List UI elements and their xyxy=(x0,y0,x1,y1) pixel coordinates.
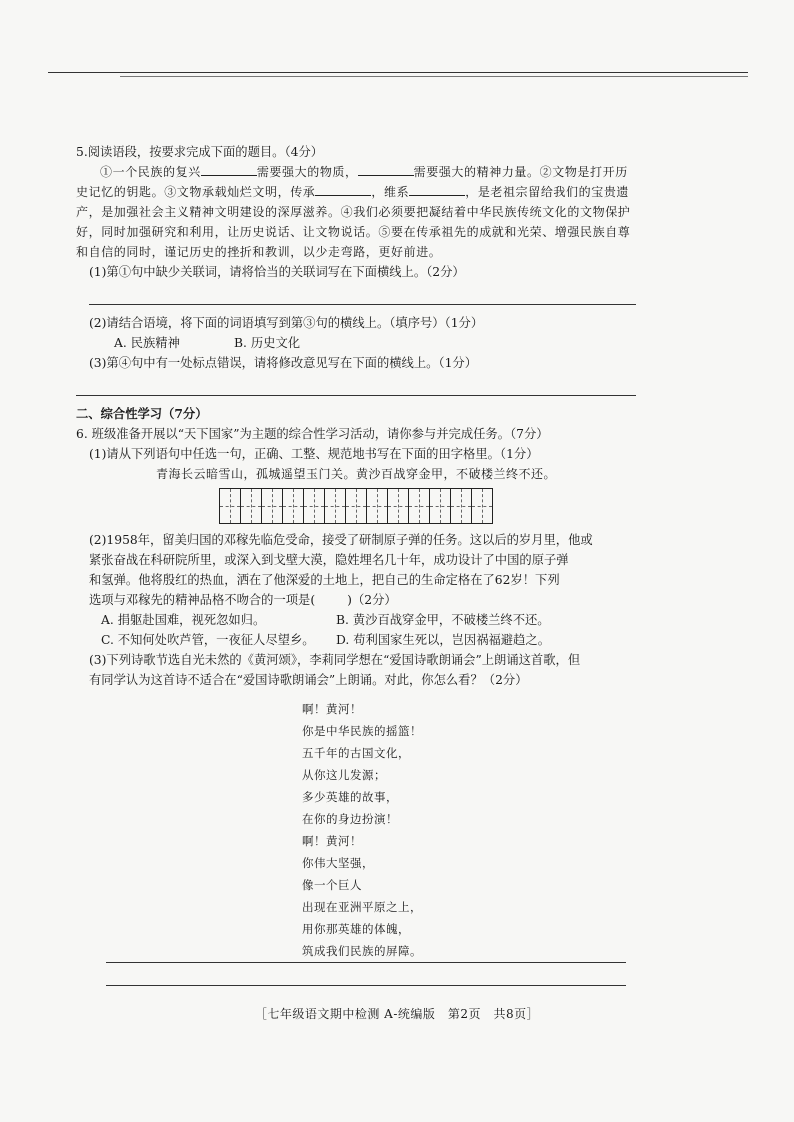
question-6-sub2-line2: 紧张奋战在科研院所里，或深入到戈壁大漠，隐姓埋名几十年，成功设计了中国的原子弹 xyxy=(89,553,569,567)
grid-cell[interactable] xyxy=(430,489,451,523)
question-5-sub1: (1)第①句中缺少关联词，请将恰当的关联词写在下面横线上。（2分） xyxy=(89,265,465,279)
poem xyxy=(302,698,636,962)
grid-cell[interactable] xyxy=(346,489,367,523)
header-rule-secondary xyxy=(120,76,748,77)
question-5-options xyxy=(76,333,636,353)
grid-cell[interactable] xyxy=(241,489,262,523)
passage-text: ， xyxy=(345,165,358,179)
poem-line: 筑成我们民族的屏障。 xyxy=(302,944,422,958)
option-b: B. 黄沙百战穿金甲，不破楼兰终不还。 xyxy=(336,613,550,627)
answer-line-6-3b[interactable] xyxy=(106,985,626,986)
option-c: C. 不知何处吹芦管，一夜征人尽望乡。 xyxy=(101,633,315,647)
question-6-options-row1 xyxy=(76,610,636,630)
grid-cell[interactable] xyxy=(472,489,492,523)
tianzige-grid[interactable] xyxy=(219,488,493,524)
question-6-sub3-line1: (3)下列诗歌节选自光未然的《黄河颂》，李莉同学想在“爱国诗歌朗诵会”上朗诵这首歌，但 xyxy=(89,653,581,667)
poem-line: 你是中华民族的摇篮！ xyxy=(302,724,422,738)
option-a: A. 捐躯赴国难，视死忽如归。 xyxy=(101,613,266,627)
passage-text: ，是老祖宗留给我们的宝贵遗产，是加强社会主义精神文明建设的深厚滋养。④我们必须要把凝结着中华民族传统文化的文物保护好，同时加强研究和利用，让历史说话、让文物说话。⑤要在传承祖先的成就和光荣、增强民族自尊和自信的同时，谨记历史的挫折和教训，以少走弯路，更好前进。 xyxy=(76,185,631,259)
poem-line: 你伟大坚强， xyxy=(302,856,374,870)
question-5-title: 5.阅读语段，按要求完成下面的题目。（4分） xyxy=(76,145,324,159)
grid-cell[interactable] xyxy=(220,489,241,523)
blank-4[interactable] xyxy=(409,183,465,196)
tianzige-grid-wrap xyxy=(76,488,636,524)
poem-line: 多少英雄的故事， xyxy=(302,790,398,804)
poem-line: 出现在亚洲平原之上， xyxy=(302,900,422,914)
question-6-sub2-line3: 和氢弹。他将殷红的热血，洒在了他深爱的土地上，把自己的生命定格在了62岁！下列 xyxy=(89,573,560,587)
option-b: B. 历史文化 xyxy=(234,336,301,350)
page-footer: ［七年级语文期中检测 A-统编版 第2页 共8页］ xyxy=(254,1007,540,1021)
question-6-sub2-line1: (2)1958年，留美归国的邓稼先临危受命，接受了研制原子弹的任务。这以后的岁月里，他或 xyxy=(89,533,593,547)
blank-1[interactable] xyxy=(201,163,257,176)
blank-2[interactable] xyxy=(358,163,414,176)
header-rule xyxy=(48,72,748,73)
answer-line-5-3[interactable] xyxy=(76,373,636,396)
passage-text: 需要强大的物质 xyxy=(256,165,346,179)
poem-line: 五千年的古国文化， xyxy=(302,746,410,760)
exam-content xyxy=(76,142,636,962)
poem-line: 在你的身边扮演！ xyxy=(302,812,398,826)
question-5-sub3: (3)第④句中有一处标点错误，请将修改意见写在下面的横线上。（1分） xyxy=(89,356,477,370)
poem-line: 像一个巨人 xyxy=(302,878,362,892)
grid-cell[interactable] xyxy=(325,489,346,523)
grid-cell[interactable] xyxy=(262,489,283,523)
question-text: 选项与邓稼先的精神品格不吻合的一项是( xyxy=(89,593,316,607)
grid-cell[interactable] xyxy=(451,489,472,523)
answer-line-5-1[interactable] xyxy=(89,282,636,305)
blank-3[interactable] xyxy=(315,183,371,196)
passage-text: ①一个民族的复兴 xyxy=(100,165,201,179)
grid-cell[interactable] xyxy=(304,489,325,523)
passage-text: 需要强大的精神力量。②文物是打开历史记忆的钥匙。③文物承载灿烂文明，传承 xyxy=(76,165,628,199)
section-2-title: 二、综合性学习（7分） xyxy=(76,406,208,421)
option-a: A. 民族精神 xyxy=(114,336,180,350)
poem-line: 啊！黄河！ xyxy=(302,834,362,848)
grid-cell[interactable] xyxy=(409,489,430,523)
question-6-title: 6. 班级准备开展以“天下国家”为主题的综合性学习活动，请你参与并完成任务。（7分） xyxy=(76,427,549,441)
question-5-sub2: (2)请结合语境，将下面的词语填写到第③句的横线上。（填序号）（1分） xyxy=(89,316,484,330)
question-6-sub1: (1)请从下列语句中任选一句，正确、工整、规范地书写在下面的田字格里。（1分） xyxy=(89,447,539,461)
question-text: )（2分） xyxy=(347,593,397,607)
question-6-options-row2 xyxy=(76,630,636,650)
poem-line: 用你那英雄的体魄， xyxy=(302,922,410,936)
question-6-sub1-text: 青海长云暗雪山，孤城遥望玉门关。黄沙百战穿金甲，不破楼兰终不还。 xyxy=(155,467,556,481)
question-6-sub2-line4 xyxy=(76,590,636,610)
option-d: D. 苟利国家生死以，岂因祸福避趋之。 xyxy=(336,633,550,647)
grid-cell[interactable] xyxy=(388,489,409,523)
question-6-sub3-line2: 有同学认为这首诗不适合在“爱国诗歌朗诵会”上朗诵。对此，你怎么看？（2分） xyxy=(89,673,528,687)
question-5-passage xyxy=(76,162,636,262)
grid-cell[interactable] xyxy=(283,489,304,523)
passage-text: ，维系 xyxy=(371,185,410,199)
poem-line: 从你这儿发源； xyxy=(302,768,386,782)
poem-line: 啊！黄河！ xyxy=(302,702,362,716)
grid-cell[interactable] xyxy=(367,489,388,523)
answer-line-6-3a[interactable] xyxy=(106,962,626,963)
